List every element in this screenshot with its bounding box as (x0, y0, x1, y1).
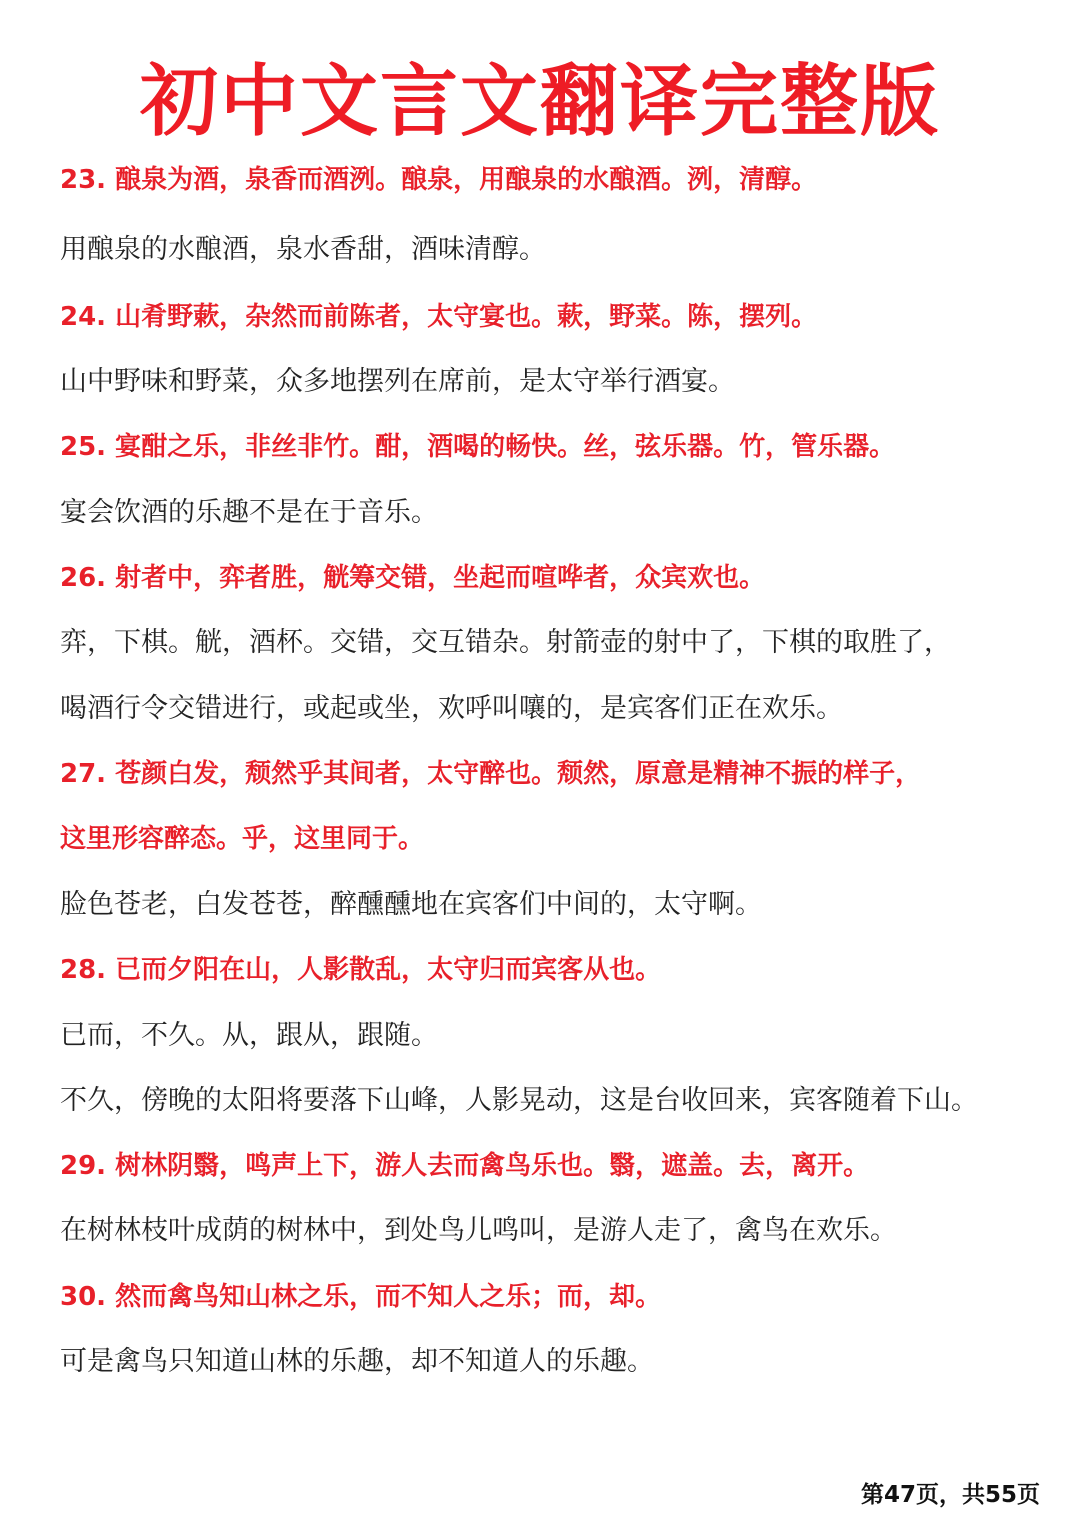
translation-30: 可是禽鸟只知道山林的乐趣，却不知道人的乐趣。 (60, 1346, 654, 1377)
sentence-24: 24. 山肴野蔌，杂然而前陈者，太守宴也。蔌，野菜。陈，摆列。 (60, 302, 818, 332)
sentence-23: 23. 酿泉为酒，泉香而酒洌。酿泉，用酿泉的水酿酒。洌，清醇。 (60, 165, 818, 195)
sentence-27-line-2: 这里形容醉态。乎，这里同于。 (60, 824, 425, 854)
translation-23: 用酿泉的水酿酒，泉水香甜，酒味清醇。 (60, 234, 546, 265)
sentence-27-line-1: 27. 苍颜白发，颓然乎其间者，太守醉也。颓然，原意是精神不振的样子， (60, 759, 922, 789)
translation-26-line-1: 弈，下棋。觥，酒杯。交错，交互错杂。射箭壶的射中了，下棋的取胜了， (60, 627, 951, 658)
page-title: 初中文言文翻译完整版 (139, 57, 940, 147)
sentence-30: 30. 然而禽鸟知山林之乐，而不知人之乐；而，却。 (60, 1282, 662, 1312)
sentence-26: 26. 射者中，弈者胜，觥筹交错，坐起而喧哗者，众宾欢也。 (60, 563, 766, 593)
sentence-25: 25. 宴酣之乐，非丝非竹。酣，酒喝的畅快。丝，弦乐器。竹，管乐器。 (60, 432, 896, 462)
sentence-28: 28. 已而夕阳在山，人影散乱，太守归而宾客从也。 (60, 955, 662, 985)
translation-29: 在树林枝叶成荫的树林中，到处鸟儿鸣叫，是游人走了，禽鸟在欢乐。 (60, 1215, 897, 1246)
translation-28: 不久，傍晚的太阳将要落下山峰，人影晃动，这是台收回来，宾客随着下山。 (60, 1085, 978, 1116)
page-number: 第47页，共55页 (860, 1482, 1040, 1508)
notes-28: 已而，不久。从，跟从，跟随。 (60, 1020, 438, 1051)
sentence-29: 29. 树林阴翳，鸣声上下，游人去而禽鸟乐也。翳，遮盖。去，离开。 (60, 1151, 870, 1181)
translation-26-line-2: 喝酒行令交错进行，或起或坐，欢呼叫嚷的，是宾客们正在欢乐。 (60, 693, 843, 724)
translation-27: 脸色苍老，白发苍苍，醉醺醺地在宾客们中间的，太守啊。 (60, 889, 762, 920)
translation-24: 山中野味和野菜，众多地摆列在席前，是太守举行酒宴。 (60, 366, 735, 397)
translation-25: 宴会饮酒的乐趣不是在于音乐。 (60, 497, 438, 528)
